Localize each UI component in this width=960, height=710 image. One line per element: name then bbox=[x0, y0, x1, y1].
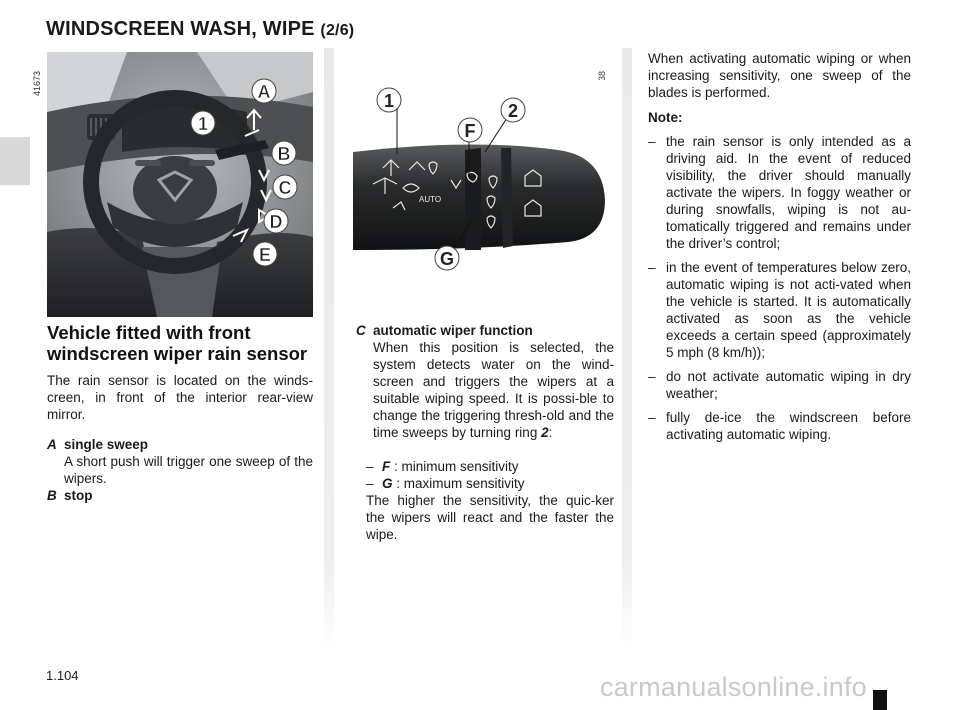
sensitivity-maximum: – G : maximum sensitivity bbox=[366, 476, 525, 491]
steering-wheel-illustration bbox=[47, 52, 313, 317]
item-key: B bbox=[47, 488, 57, 503]
column-divider-left bbox=[324, 48, 334, 648]
callout-2: 2 bbox=[507, 101, 519, 121]
item-title: stop bbox=[64, 488, 93, 503]
item-single-sweep bbox=[47, 436, 313, 487]
figure-steering-wheel bbox=[47, 52, 313, 317]
sensitivity-paragraph: The higher the sensitivity, the quic-ker the wipers will react and the faster the wipe. bbox=[366, 493, 614, 542]
column-divider-right bbox=[622, 48, 632, 648]
note-item: – the rain sensor is only intended as a driving aid. In the event of reduced visibility, the driver should manually activate the wipers. In foggy weather or during snowfalls, wiping is not au-tomatically triggered and remains under the driver’s control; bbox=[648, 134, 911, 251]
right-column bbox=[648, 50, 911, 450]
item-stop bbox=[47, 487, 313, 504]
item-title: single sweep bbox=[64, 437, 149, 452]
chapter-tab bbox=[0, 137, 30, 185]
page-title-part: (2/6) bbox=[320, 22, 355, 39]
item-key: A bbox=[47, 437, 57, 452]
watermark: carmanualsonline.info bbox=[600, 672, 867, 702]
callout-1-left: 1 bbox=[197, 114, 209, 134]
callout-c: C bbox=[278, 178, 292, 198]
page-title bbox=[46, 18, 354, 41]
activation-paragraph: When activating automatic wiping or when increasing sensitivity, one sweep of the blades is performed. bbox=[648, 51, 911, 100]
note-label: Note: bbox=[648, 110, 683, 125]
item-title: automatic wiper function bbox=[373, 323, 533, 338]
intro-paragraph: The rain sensor is located on the winds-creen, in front of the interior rear-view mirror. bbox=[47, 373, 313, 422]
callout-d: D bbox=[269, 212, 283, 232]
corner-mark bbox=[873, 690, 887, 710]
callout-1-right: 1 bbox=[383, 91, 395, 111]
figure-wiper-lever bbox=[353, 80, 618, 280]
item-description: When this position is selected, the system detects water on the wind-screen and triggers the wipers at a suitable wiping speed. It is possi-ble to change the triggering thresh-old and the time sweeps by turning ring 2: bbox=[373, 340, 614, 440]
callout-a: A bbox=[257, 82, 271, 102]
callout-b: B bbox=[277, 144, 291, 164]
note-item: – do not activate automatic wiping in dry weather; bbox=[648, 369, 911, 401]
page-number: 1.104 bbox=[46, 668, 79, 683]
lever-auto-label: AUTO bbox=[419, 195, 442, 204]
note-list bbox=[648, 133, 911, 443]
wiper-lever-illustration bbox=[353, 80, 618, 280]
note-item: – fully de-ice the windscreen before activating automatic wiping. bbox=[648, 410, 911, 442]
ring-reference: 2 bbox=[541, 425, 549, 440]
page-title-text: WINDSCREEN WASH, WIPE bbox=[46, 18, 315, 40]
item-key: C bbox=[356, 323, 366, 338]
section-heading: Vehicle fitted with front windscreen wiper rain sensor bbox=[47, 322, 308, 364]
callout-e: E bbox=[258, 245, 272, 265]
sensitivity-minimum: – F : minimum sensitivity bbox=[366, 459, 519, 474]
figure-ref-left: 41673 bbox=[32, 70, 42, 96]
note-item: – in the event of temperatures below zero, automatic wiping is not acti-vated when the vehicle is started. It is automatically activated as soon as the vehicle exceeds a certain speed (approximately 5 mph (8 km/h)); bbox=[648, 260, 911, 360]
callout-f: F bbox=[464, 121, 476, 141]
item-automatic-wiper bbox=[356, 322, 614, 441]
callout-g: G bbox=[439, 249, 455, 269]
item-description: A short push will trigger one sweep of the wipers. bbox=[64, 454, 313, 486]
